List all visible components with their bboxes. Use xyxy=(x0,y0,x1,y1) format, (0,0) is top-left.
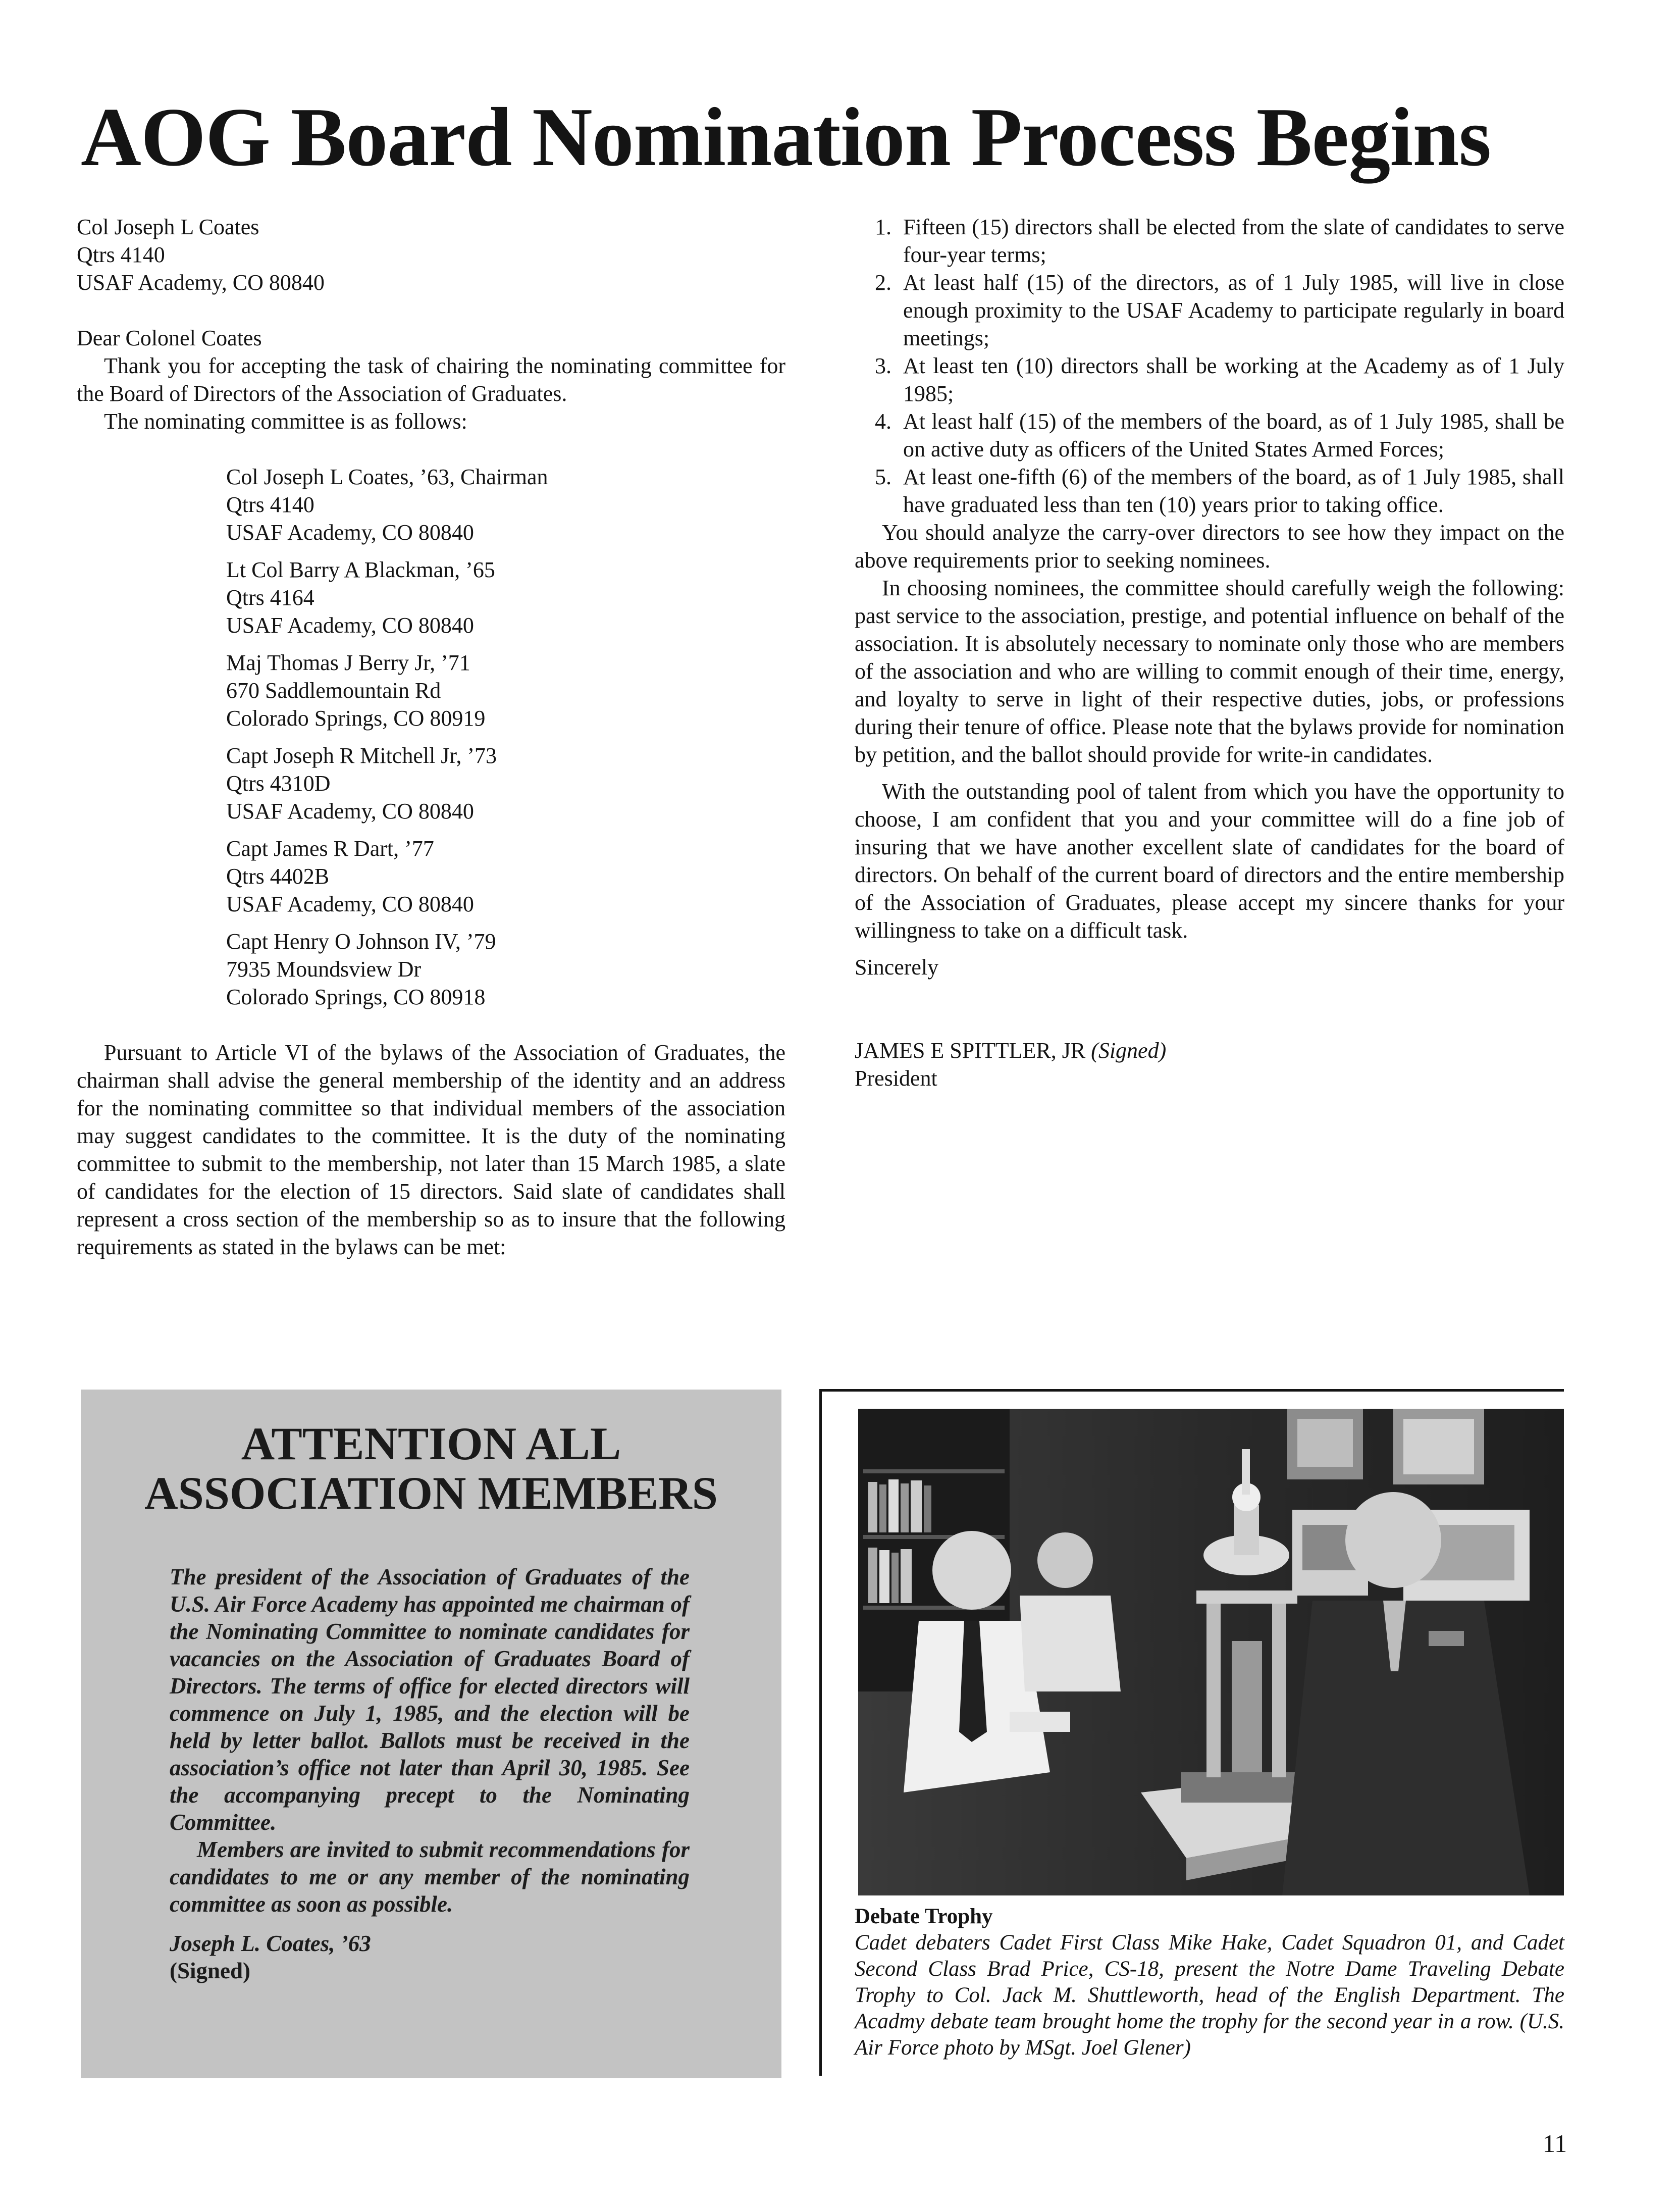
sincerely: Sincerely xyxy=(855,955,939,980)
requirement-number: 1. xyxy=(875,215,891,239)
member-name: Capt Henry O Johnson IV, ’79 xyxy=(226,929,496,954)
member-city: Colorado Springs, CO 80919 xyxy=(226,706,486,731)
committee-list xyxy=(226,463,785,1011)
member-name: Maj Thomas J Berry Jr, ’71 xyxy=(226,650,470,675)
recipient-name: Col Joseph L Coates xyxy=(77,215,259,239)
requirement-number: 4. xyxy=(875,409,891,434)
member-city: USAF Academy, CO 80840 xyxy=(226,799,474,824)
requirement-text: At least half (15) of the directors, as of 1 July 1985, will live in close enough proximity to the USAF Academy to participate regularly in board meetings; xyxy=(903,270,1564,350)
requirement-text: Fifteen (15) directors shall be elected from the slate of candidates to serve four-year terms; xyxy=(903,215,1564,267)
photo-frame-top-rule xyxy=(819,1389,1564,1392)
requirement-number: 5. xyxy=(875,465,891,489)
requirement-item xyxy=(875,213,1564,269)
attention-body xyxy=(170,1563,690,1984)
member-city: USAF Academy, CO 80840 xyxy=(226,892,474,916)
member-address: 670 Saddlemountain Rd xyxy=(226,678,441,703)
member-address: Qtrs 4402B xyxy=(226,864,330,889)
debate-trophy-photo xyxy=(858,1409,1564,1895)
signed-note: (Signed) xyxy=(1091,1038,1167,1063)
member-name: Lt Col Barry A Blackman, ’65 xyxy=(226,557,495,582)
requirement-text: At least ten (10) directors shall be working at the Academy as of 1 July 1985; xyxy=(903,353,1564,406)
pursuant-paragraph: Pursuant to Article VI of the bylaws of the Association of Graduates, the chairman shall advise the general membership of the identity and an address for the nominating committee so that individual members of the association may suggest candidates to the committee. It is the duty of the nominating committee to submit to the membership, not later than 15 March 1985, a slate of candidates for the election of 15 directors. Said slate of candidates shall represent a cross section of the membership so as to insure that the following requirements as stated in the bylaws can be met: xyxy=(77,1040,785,1259)
requirement-item xyxy=(875,269,1564,352)
requirement-item xyxy=(875,407,1564,463)
member-city: USAF Academy, CO 80840 xyxy=(226,613,474,638)
member-name: Capt James R Dart, ’77 xyxy=(226,836,434,861)
requirement-item xyxy=(875,463,1564,519)
committee-member xyxy=(226,649,785,732)
attention-signer: Joseph L. Coates, ’63 xyxy=(170,1931,371,1956)
analyze-paragraph: You should analyze the carry-over directors to see how they impact on the above requirements prior to seeking nominees. xyxy=(855,520,1564,573)
signature-line xyxy=(855,1037,1564,1064)
intro-paragraph: Thank you for accepting the task of chairing the nominating committee for the Board of Directors of the Association of Graduates. xyxy=(77,353,785,406)
salutation: Dear Colonel Coates xyxy=(77,326,262,350)
requirement-item xyxy=(875,352,1564,407)
article-headline: AOG Board Nomination Process Begins xyxy=(81,90,1491,183)
attention-signature xyxy=(170,1930,690,1984)
member-city: USAF Academy, CO 80840 xyxy=(226,520,474,545)
requirement-number: 3. xyxy=(875,353,891,378)
attention-title: ATTENTION ALL ASSOCIATION MEMBERS xyxy=(144,1418,718,1519)
committee-member xyxy=(226,742,785,825)
requirement-text: At least half (15) of the members of the board, as of 1 July 1985, shall be on active duty as officers of the United States Armed Forces; xyxy=(903,409,1564,461)
committee-member xyxy=(226,835,785,918)
signer-title: President xyxy=(855,1066,937,1091)
photo-frame-left-rule xyxy=(819,1389,822,2076)
member-address: 7935 Moundsview Dr xyxy=(226,957,422,982)
member-city: Colorado Springs, CO 80918 xyxy=(226,985,486,1009)
committee-lead: The nominating committee is as follows: xyxy=(104,409,467,434)
photo-caption xyxy=(855,1904,1564,2061)
requirements-list xyxy=(855,213,1564,519)
committee-member xyxy=(226,463,785,546)
attention-paragraph: Members are invited to submit recommendations for candidates to me or any member of the nominating committee as soon as possible. xyxy=(170,1837,690,1917)
recipient-quarters: Qtrs 4140 xyxy=(77,242,165,267)
page-number: 11 xyxy=(1543,2129,1567,2158)
signer-name: JAMES E SPITTLER, JR xyxy=(855,1038,1086,1063)
attention-paragraph: The president of the Association of Graduates of the U.S. Air Force Academy has appointed me chairman of the Nominating Committee to nominate candidates for vacancies on the Association of Graduates Board of Directors. The terms of office for elected directors will commence on July 1, 1985, and the election will be held by letter ballot. Ballots must be received in the association’s office not later than April 30, 1985. See the accompanying precept to the Nominating Committee. xyxy=(170,1564,690,1835)
committee-member xyxy=(226,556,785,639)
attention-signed: (Signed) xyxy=(170,1958,251,1983)
letter-left-column xyxy=(77,213,785,1261)
closing-paragraph: With the outstanding pool of talent from which you have the opportunity to choose, I am confident that you and your committee will do a fine job of insuring that we have another excellent slate of candidates for the board of directors. On behalf of the current board of directors and the entire membership of the Association of Graduates, please accept my sincere thanks for your willingness to take on a difficult task. xyxy=(855,779,1564,943)
requirement-number: 2. xyxy=(875,270,891,295)
member-address: Qtrs 4310D xyxy=(226,771,331,796)
member-name: Col Joseph L Coates, ’63, Chairman xyxy=(226,465,548,489)
caption-text: Cadet debaters Cadet First Class Mike Hake, Cadet Squadron 01, and Cadet Second Class Brad Price, CS-18, present the Notre Dame Traveling Debate Trophy to Col. Jack M. Shuttleworth, head of the English Department. The Acadmy debate team brought home the trophy for the second year in a row. (U.S. Air Force photo by MSgt. Joel Glener) xyxy=(855,1931,1564,2060)
committee-member xyxy=(226,928,785,1011)
choosing-paragraph: In choosing nominees, the committee should carefully weigh the following: past service to the association, prestige, and potential influence on behalf of the association. It is absolutely necessary to nominate only those who are members of the association and who are willing to commit enough of their time, energy, and loyalty to serve in light of their respective duties, jobs, or professions during their tenure of office. Please note that the bylaws provide for nomination by petition, and the ballot should provide for write-in candidates. xyxy=(855,576,1564,767)
member-address: Qtrs 4140 xyxy=(226,492,314,517)
caption-title: Debate Trophy xyxy=(855,1905,993,1928)
attention-box xyxy=(81,1390,781,2078)
letter-right-column xyxy=(855,213,1564,1092)
recipient-city: USAF Academy, CO 80840 xyxy=(77,270,325,295)
member-name: Capt Joseph R Mitchell Jr, ’73 xyxy=(226,743,497,768)
member-address: Qtrs 4164 xyxy=(226,585,314,610)
requirement-text: At least one-fifth (6) of the members of the board, as of 1 July 1985, shall have graduated less than ten (10) years prior to taking office. xyxy=(903,465,1564,517)
